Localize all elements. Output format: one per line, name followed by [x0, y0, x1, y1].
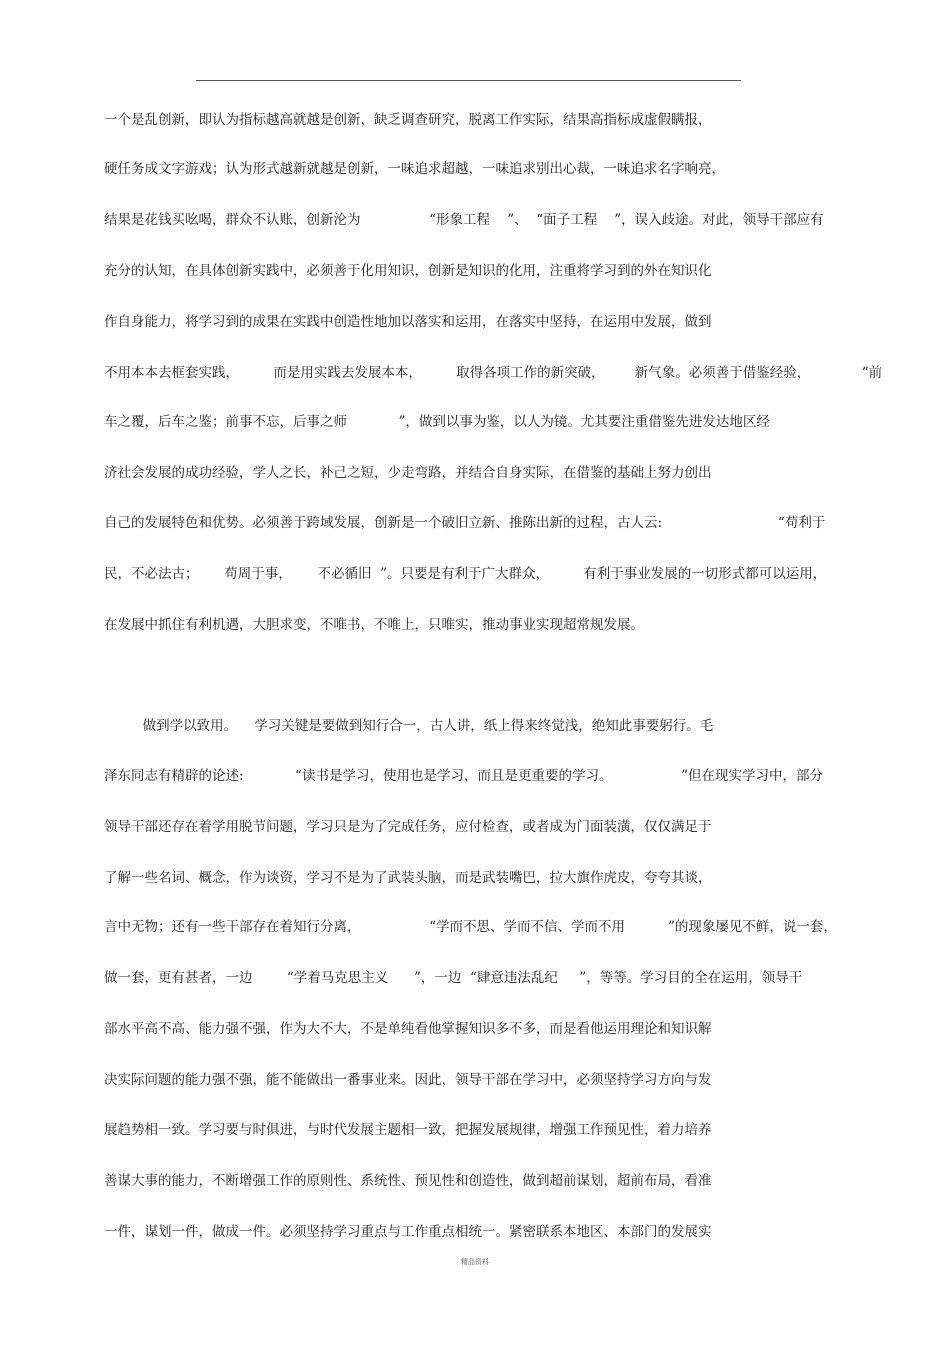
text-line: 做一套，更有甚者，一边 “学着马克思主义 ”，一边 “肆意违法乱纪 ”，等等。学习目的全在运用，领导干: [104, 970, 803, 986]
text-line: 一件，谋划一件，做成一件。必须坚持学习重点与工作重点相统一。紧密联系本地区、本部门的发展实: [104, 1224, 712, 1240]
text-line: 济社会发展的成功经验，学人之长，补己之短，少走弯路，并结合自身实际，在借鉴的基础上努力创出: [104, 465, 712, 481]
text-line: 做到学以致用。 学习关键是要做到知行合一，古人讲，纸上得来终觉浅，绝知此事要躬行。毛: [104, 718, 714, 734]
text-line: 领导干部还存在着学用脱节问题，学习只是为了完成任务，应付检查，或者成为门面装潢，仅仅满足于: [104, 819, 712, 835]
text-line: 一个是乱创新，即认为指标越高就越是创新，缺乏调查研究，脱离工作实际，结果高指标成虚假瞒报，: [104, 112, 712, 128]
text-line: 部水平高不高、能力强不强，作为大不大，不是单纯看他掌握知识多不多，而是看他运用理论和知识解: [104, 1021, 712, 1037]
text-line: 言中无物；还有一些干部存在着知行分离， “学而不思、学而不信、学而不用 ”的现象屡见不鲜，说一套，: [104, 919, 837, 935]
text-line: 自己的发展特色和优势。必须善于跨域发展，创新是一个破旧立新、推陈出新的过程，古人云: “苟利于: [104, 515, 826, 531]
text-line: 硬任务成文字游戏；认为形式越新就越是创新，一味追求超越，一味追求别出心裁，一味追求名字响亮，: [104, 161, 725, 177]
text-line: 在发展中抓住有利机遇，大胆求变，不唯书，不唯上，只唯实，推动事业实现超常规发展。: [104, 617, 644, 633]
page-footer: 精品资料: [461, 1258, 489, 1266]
text-line: 了解一些名词、概念，作为谈资，学习不是为了武装头脑，而是武装嘴巴，拉大旗作虎皮，夸夸其谈，: [104, 870, 712, 886]
text-line: 充分的认知，在具体创新实践中，必须善于化用知识，创新是知识的化用，注重将学习到的外在知识化: [104, 263, 712, 279]
text-line: 泽东同志有精辟的论述: “读书是学习，使用也是学习，而且是更重要的学习。 ”但在现实学习中，部分: [104, 768, 824, 784]
header-rule: [196, 80, 741, 81]
text-line: 不用本本去框套实践， 而是用实践去发展本本， 取得各项工作的新突破， 新气象。必须善于借鉴经验， “前: [104, 365, 883, 381]
text-line: 民，不必法古； 苟周于事， 不必循旧 ”。只要是有利于广大群众， 有利于事业发展的一切形式都可以运用，: [104, 566, 827, 582]
text-line: 决实际问题的能力强不强，能不能做出一番事业来。因此，领导干部在学习中，必须坚持学习方向与发: [104, 1072, 712, 1088]
text-line: 车之覆，后车之鉴；前事不忘，后事之师 ”，做到以事为鉴，以人为镜。尤其要注重借鉴先进发达地区经: [104, 414, 770, 430]
text-line: 善谋大事的能力，不断增强工作的原则性、系统性、预见性和创造性，做到超前谋划，超前布局，看准: [104, 1173, 712, 1189]
text-line: 作自身能力，将学习到的成果在实践中创造性地加以落实和运用，在落实中坚持，在运用中发展，做到: [104, 314, 712, 330]
text-line: 结果是花钱买吆喝，群众不认账，创新沦为 “形象工程 ”、 “面子工程 ”，误入歧途。对此，领导干部应有: [104, 212, 824, 228]
text-line: 展趋势相一致。学习要与时俱进，与时代发展主题相一致，把握发展规律，增强工作预见性，着力培养: [104, 1122, 712, 1138]
